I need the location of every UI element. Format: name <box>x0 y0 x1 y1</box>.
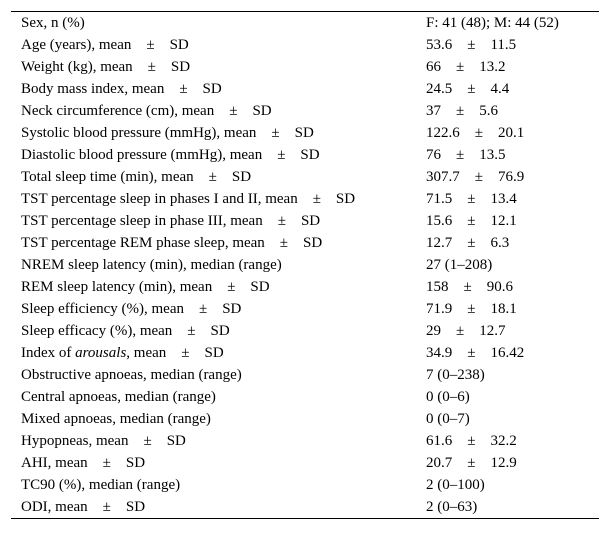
table-row <box>11 56 599 78</box>
row-value: F: 41 (48); M: 44 (52) <box>426 15 559 31</box>
row-label <box>21 342 224 364</box>
table-row <box>11 34 599 56</box>
table-row <box>11 320 599 342</box>
row-label: Systolic blood pressure (mmHg), mean ± SD <box>21 125 314 141</box>
row-label-italic: arousals <box>75 345 127 361</box>
row-label: TST percentage REM phase sleep, mean ± SD <box>21 235 323 251</box>
table-row <box>11 364 599 386</box>
table-row <box>11 386 599 408</box>
row-value: 27 (1–208) <box>426 257 493 273</box>
table-row <box>11 166 599 188</box>
row-label-prefix: Index of <box>21 345 76 361</box>
row-value: 12.7 ± 6.3 <box>426 235 510 251</box>
row-label: Total sleep time (min), mean ± SD <box>21 169 252 185</box>
table-row <box>11 100 599 122</box>
row-label: Central apnoeas, median (range) <box>21 389 216 405</box>
row-label: TC90 (%), median (range) <box>21 477 181 493</box>
row-label: TST percentage sleep in phase III, mean ± SD <box>21 213 321 229</box>
row-value: 29 ± 12.7 <box>426 323 506 339</box>
row-label: NREM sleep latency (min), median (range) <box>21 257 282 273</box>
row-value: 307.7 ± 76.9 <box>426 169 525 185</box>
row-value: 158 ± 90.6 <box>426 279 513 295</box>
row-label-suffix: , mean ± SD <box>126 345 224 361</box>
row-label: TST percentage sleep in phases I and II, mean ± SD <box>21 191 356 207</box>
table-row <box>11 232 599 254</box>
row-value: 0 (0–7) <box>426 411 470 427</box>
row-label: Diastolic blood pressure (mmHg), mean ± SD <box>21 147 320 163</box>
row-label: Sex, n (%) <box>21 15 85 31</box>
characteristics-table <box>11 11 599 519</box>
table-row <box>11 254 599 276</box>
row-value: 24.5 ± 4.4 <box>426 81 510 97</box>
row-value: 2 (0–100) <box>426 477 485 493</box>
row-label: Weight (kg), mean ± SD <box>21 59 191 75</box>
row-label: Sleep efficacy (%), mean ± SD <box>21 323 230 339</box>
table-row <box>11 276 599 298</box>
row-label: AHI, mean ± SD <box>21 455 146 471</box>
row-label: Body mass index, mean ± SD <box>21 81 222 97</box>
table-row <box>11 474 599 496</box>
table-row <box>11 430 599 452</box>
row-value: 15.6 ± 12.1 <box>426 213 517 229</box>
row-value: 76 ± 13.5 <box>426 147 506 163</box>
row-label: Age (years), mean ± SD <box>21 37 189 53</box>
row-value: 7 (0–238) <box>426 367 485 383</box>
row-value: 71.5 ± 13.4 <box>426 191 517 207</box>
row-value: 37 ± 5.6 <box>426 103 498 119</box>
table-row <box>11 452 599 474</box>
row-label: Hypopneas, mean ± SD <box>21 433 186 449</box>
row-label: REM sleep latency (min), mean ± SD <box>21 279 270 295</box>
row-label: ODI, mean ± SD <box>21 499 146 515</box>
row-value: 20.7 ± 12.9 <box>426 455 517 471</box>
table-row <box>11 496 599 518</box>
table-row <box>11 122 599 144</box>
row-value: 2 (0–63) <box>426 499 478 515</box>
row-value: 0 (0–6) <box>426 389 470 405</box>
row-value: 66 ± 13.2 <box>426 59 506 75</box>
row-label: Sleep efficiency (%), mean ± SD <box>21 301 242 317</box>
row-label: Obstructive apnoeas, median (range) <box>21 367 242 383</box>
row-value: 61.6 ± 32.2 <box>426 433 517 449</box>
table-row <box>11 342 599 364</box>
table-row <box>11 12 599 34</box>
table-row <box>11 210 599 232</box>
table-row <box>11 298 599 320</box>
table-row <box>11 408 599 430</box>
row-label: Mixed apnoeas, median (range) <box>21 411 211 427</box>
table-row <box>11 144 599 166</box>
table-row <box>11 78 599 100</box>
row-label: Neck circumference (cm), mean ± SD <box>21 103 272 119</box>
row-value: 34.9 ± 16.42 <box>426 345 525 361</box>
row-value: 53.6 ± 11.5 <box>426 37 517 53</box>
row-value: 122.6 ± 20.1 <box>426 125 525 141</box>
table-row <box>11 188 599 210</box>
row-value: 71.9 ± 18.1 <box>426 301 517 317</box>
